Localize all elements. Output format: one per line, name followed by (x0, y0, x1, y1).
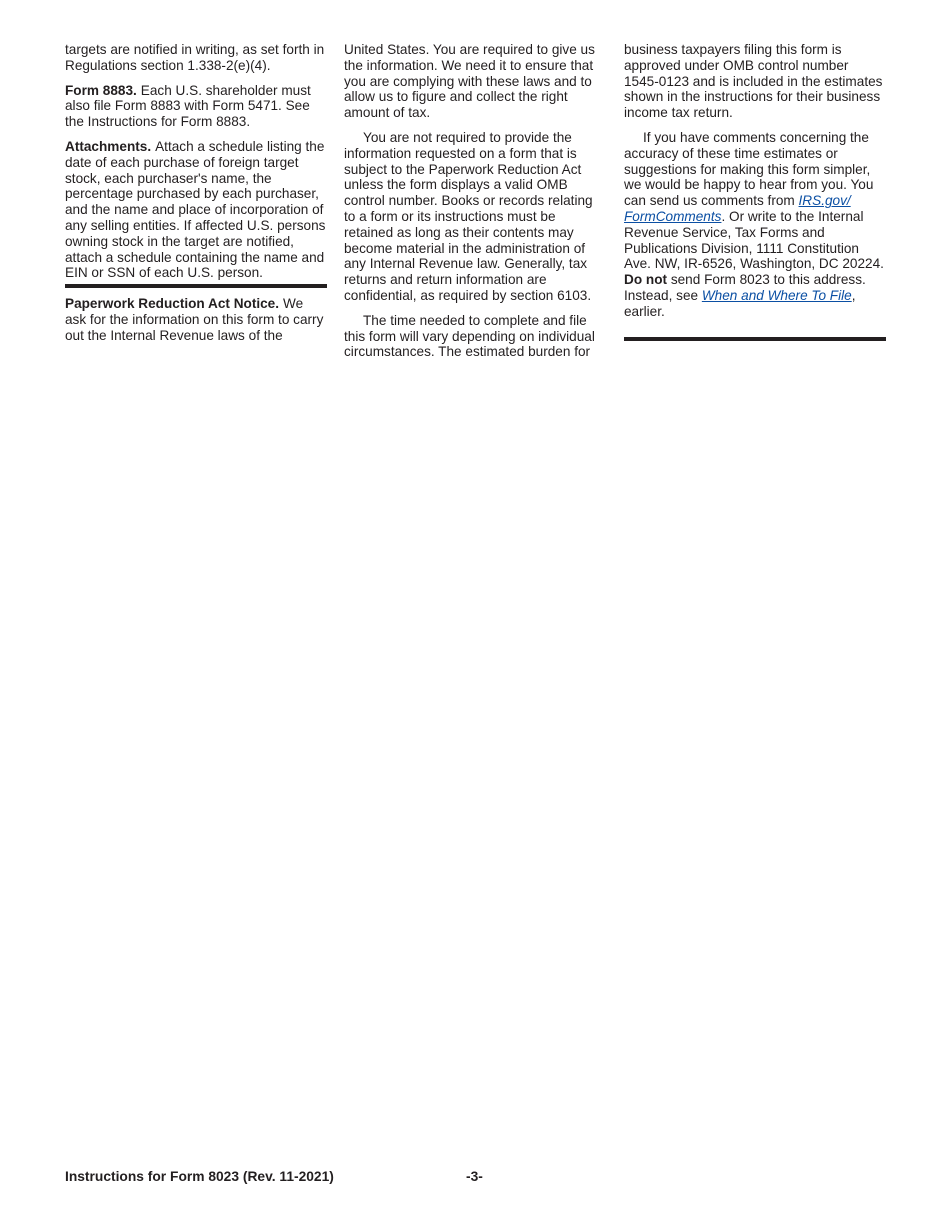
paragraph-targets-notified: targets are notified in writing, as set forth in Regulations section 1.338-2(e)(4). (65, 42, 325, 73)
section-divider (65, 284, 327, 288)
paragraph-time-needed: The time needed to complete and file this form will vary depending on individual circumstances. The estimated burden for (344, 312, 595, 360)
when-and-where-to-file-link[interactable]: When and Where To File (701, 287, 852, 303)
paragraph-united-states: United States. You are required to give us the information. We need it to ensure that you are complying with these laws and to allow us to figure and collect the right amount of tax. (344, 42, 595, 121)
end-divider (624, 337, 886, 341)
do-not-emphasis: Do not (624, 272, 668, 288)
irs-form-comments-link[interactable]: IRS.gov/ FormComments (624, 193, 851, 224)
page-number: -3- (466, 1169, 483, 1184)
comments-text-b: . Or write to the Internal Revenue Service, Tax Forms and Publications Division, 1111 Constitution Ave. NW, IR-6526, Washington, DC 20224. (624, 208, 884, 272)
attachments-text: Attach a schedule listing the date of each purchase of foreign target stock, each purchaser's name, the percentage purchased by each purchaser, and the name and place of incorporation of any selling entities. If affected U.S. persons owning stock in the target are notified, attach a schedule containing the name and EIN or SSN of each U.S. person. (65, 138, 326, 281)
column-3 (624, 42, 886, 341)
heading-attachments: Attachments. (65, 138, 152, 154)
comments-text-d: , earlier. (624, 287, 856, 319)
form-8883-text: Each U.S. shareholder must also file Form 8883 with Form 5471. See the Instructions for Form 8883. (65, 82, 311, 130)
column-2 (344, 42, 606, 360)
paragraph-attachments (65, 139, 327, 281)
paragraph-omb-control: You are not required to provide the information requested on a form that is subject to the Paperwork Reduction Act unless the form displays a valid OMB control number. Books or records relating to a form or its instructions must be retained as long as their contents may become material in the administration of any Internal Revenue law. Generally, tax returns and return information are confidential, as required by section 6103. (344, 129, 593, 303)
column-1 (65, 42, 327, 344)
paragraph-comments (624, 130, 886, 320)
paragraph-business-taxpayers: business taxpayers filing this form is approved under OMB control number 1545-0123 and is included in the estimates shown in the instructions for their business income tax return. (624, 42, 883, 121)
heading-paperwork-reduction: Paperwork Reduction Act Notice. (65, 296, 280, 312)
paragraph-paperwork-reduction (65, 296, 327, 343)
paragraph-form-8883 (65, 83, 327, 130)
comments-text-c: send Form 8023 to this address. Instead, see (624, 272, 866, 303)
heading-form-8883: Form 8883. (65, 82, 137, 98)
footer-title: Instructions for Form 8023 (Rev. 11-2021) (65, 1169, 334, 1184)
comments-text-a: If you have comments concerning the accuracy of these time estimates or suggestions for making this form simpler, we would be happy to hear from you. You can send us comments from (624, 129, 874, 209)
paperwork-reduction-text: We ask for the information on this form to carry out the Internal Revenue laws of the (65, 296, 324, 343)
